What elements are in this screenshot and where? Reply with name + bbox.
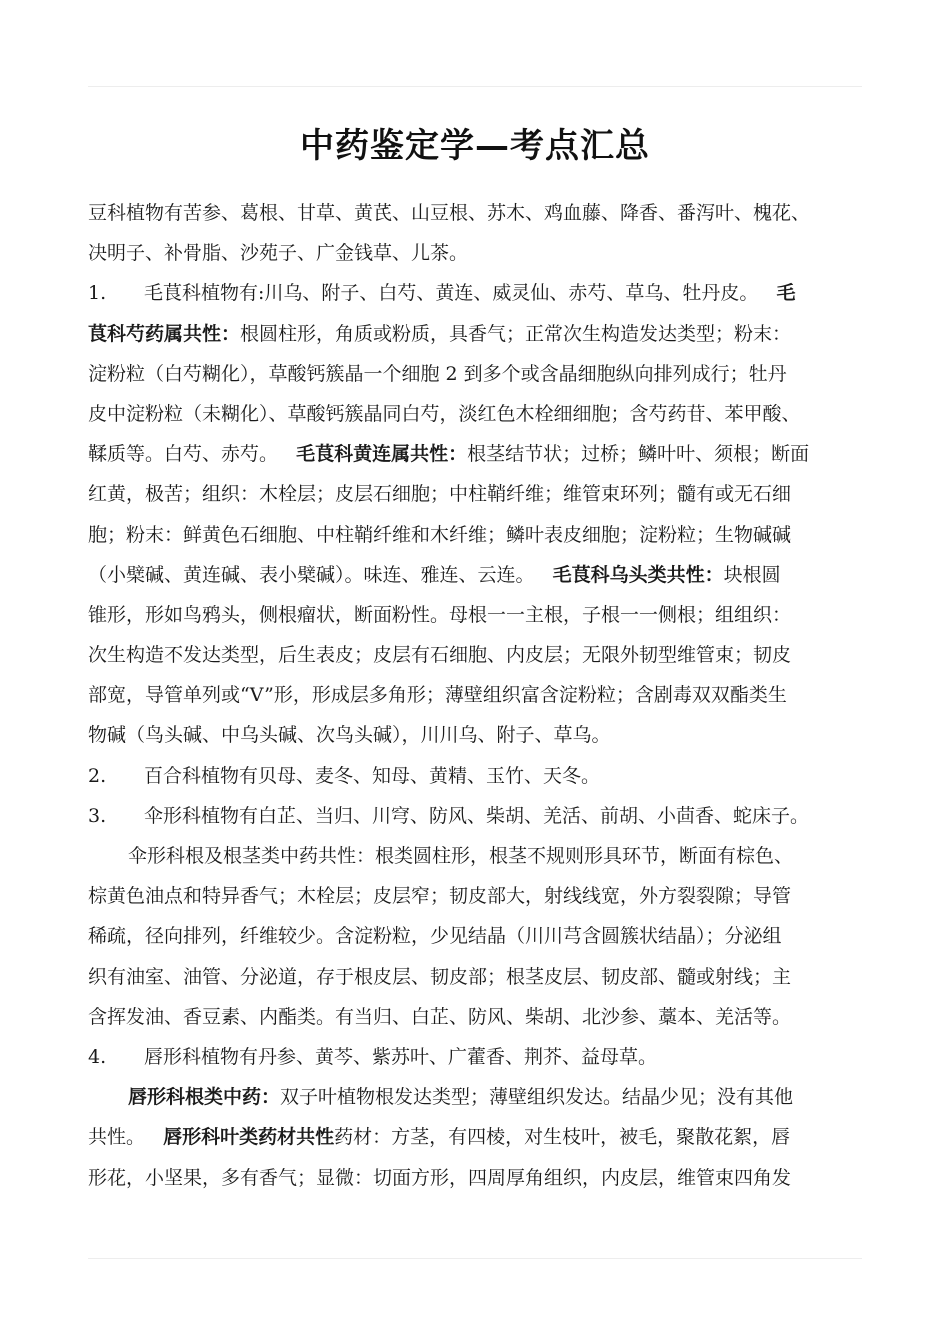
line-text: （小檗碱、黄连碱、表小檗碱）。味连、雅连、云连。 xyxy=(88,563,535,586)
line-text: 锥形，形如鸟鸦头，侧根瘤状，断面粉性。母根一一主根，子根一一侧根；组组织： xyxy=(88,603,792,626)
text-line xyxy=(88,314,878,354)
page-title: 中药鉴定学—考点汇总 xyxy=(300,126,650,166)
line-text: 红黄，极苦；组织：木栓层；皮层石细胞；中柱鞘纤维；维管束环列；髓有或无石细 xyxy=(88,483,792,506)
text-line xyxy=(88,796,878,836)
line-text: 棕黄色油点和特异香气；木栓层；皮层窄；韧皮部大，射线线宽，外方裂裂隙；导管 xyxy=(88,885,792,908)
line-text: 稀疏，径向排列，纤维较少。含淀粉粒，少见结晶（川川芎含圆簇状结晶）；分泌组 xyxy=(88,925,782,948)
text-line xyxy=(88,957,878,997)
line-text: 形花，小坚果，多有香气；显微：切面方形，四周厚角组织，内皮层，维管束四角发 xyxy=(88,1166,792,1189)
text-line xyxy=(88,756,878,796)
line-text: 根圆柱形，角质或粉质，具香气；正常次生构造发达类型；粉末： xyxy=(240,322,792,345)
text-line xyxy=(88,876,878,916)
line-text: 伞形科根及根茎类中药共性：根类圆柱形，根茎不规则形具环节，断面有棕色、 xyxy=(128,845,794,867)
line-text: 织有油室、油管、分泌道，存于根皮层、韧皮部；根茎皮层、韧皮部、髓或射线；主 xyxy=(88,965,792,988)
text-line xyxy=(88,1158,878,1198)
text-line xyxy=(88,997,878,1037)
line-text: 毛茛科植物有:川乌、附子、白芍、黄连、威灵仙、赤芍、草乌、牡丹皮。 xyxy=(144,282,759,305)
line-text: 共性。 xyxy=(88,1126,146,1149)
text-line xyxy=(88,193,878,233)
list-number: 1. xyxy=(88,282,107,305)
text-line xyxy=(88,675,878,715)
line-text: 次生构造不发达类型，后生表皮；皮层有石细胞、内皮层；无限外韧型维管束；韧皮 xyxy=(88,644,792,667)
line-text: 鞣质等。白芍、赤芍。 xyxy=(88,443,279,466)
line-text: 双子叶植物根发达类型；薄壁组织发达。结晶少见；没有其他 xyxy=(280,1086,794,1109)
text-line xyxy=(88,1037,878,1077)
bold-heading: 茛科芍药属共性： xyxy=(88,322,241,345)
bold-heading: 毛茛科黄连属共性： xyxy=(296,443,468,466)
line-text: 部宽，导管单列或“V”形，形成层多角形；薄壁组织富含淀粉粒；含剧毒双双酯类生 xyxy=(88,684,787,707)
text-line xyxy=(88,1077,878,1117)
list-number: 4. xyxy=(88,1045,107,1068)
text-line xyxy=(88,394,878,434)
line-text: 物碱（鸟头碱、中乌头碱、次鸟头碱），川川乌、附子、草乌。 xyxy=(88,724,611,747)
text-line xyxy=(88,595,878,635)
text-line xyxy=(88,233,878,273)
line-text: 决明子、补骨脂、沙苑子、广金钱草、儿茶。 xyxy=(88,242,469,265)
text-line xyxy=(88,273,878,313)
text-line xyxy=(88,515,878,555)
line-text: 百合科植物有贝母、麦冬、知母、黄精、玉竹、天冬。 xyxy=(144,764,601,787)
line-text: 块根圆 xyxy=(723,563,781,586)
text-line xyxy=(88,836,878,876)
line-text: 根茎结节状；过桥；鳞叶叶、须根；断面 xyxy=(467,443,810,466)
list-number: 2. xyxy=(88,764,107,787)
list-number: 3. xyxy=(88,804,107,827)
text-line xyxy=(88,474,878,514)
line-text: 淀粉粒（白芍糊化），草酸钙簇晶一个细胞 2 到多个或含晶细胞纵向排列成行；牡丹 xyxy=(88,362,787,385)
bold-heading: 毛茛科乌头类共性： xyxy=(552,563,724,586)
line-text: 胞；粉末：鲜黄色石细胞、中柱鞘纤维和木纤维；鳞叶表皮细胞；淀粉粒；生物碱碱 xyxy=(88,523,792,546)
document-body xyxy=(88,193,878,1198)
text-line xyxy=(88,635,878,675)
text-line xyxy=(88,916,878,956)
footer-rule xyxy=(88,1258,862,1259)
line-text: 唇形科植物有丹参、黄芩、紫苏叶、广藿香、荆芥、益母草。 xyxy=(144,1045,658,1068)
text-line xyxy=(88,1117,878,1157)
line-text: 豆科植物有苦参、葛根、甘草、黄芪、山豆根、苏木、鸡血藤、降香、番泻叶、槐花、 xyxy=(88,202,811,224)
line-text: 皮中淀粉粒（未糊化）、草酸钙簇晶同白芍，淡红色木栓细细胞；含芍药苷、苯甲酸、 xyxy=(88,402,801,425)
header-rule xyxy=(88,86,862,87)
bold-heading: 毛 xyxy=(776,282,796,305)
text-line xyxy=(88,555,878,595)
line-text: 伞形科植物有白芷、当归、川穹、防风、柴胡、羌活、前胡、小茴香、蛇床子。 xyxy=(144,804,810,827)
text-line xyxy=(88,354,878,394)
text-line xyxy=(88,715,878,755)
line-text: 药材：方茎，有四棱，对生枝叶，被毛，聚散花絮，唇 xyxy=(334,1126,791,1149)
line-text: 含挥发油、香豆素、内酯类。有当归、白芷、防风、柴胡、北沙参、藁本、羌活等。 xyxy=(88,1005,792,1028)
bold-heading: 唇形科根类中药： xyxy=(128,1086,281,1109)
bold-heading: 唇形科叶类药材共性 xyxy=(163,1126,335,1149)
text-line xyxy=(88,434,878,474)
